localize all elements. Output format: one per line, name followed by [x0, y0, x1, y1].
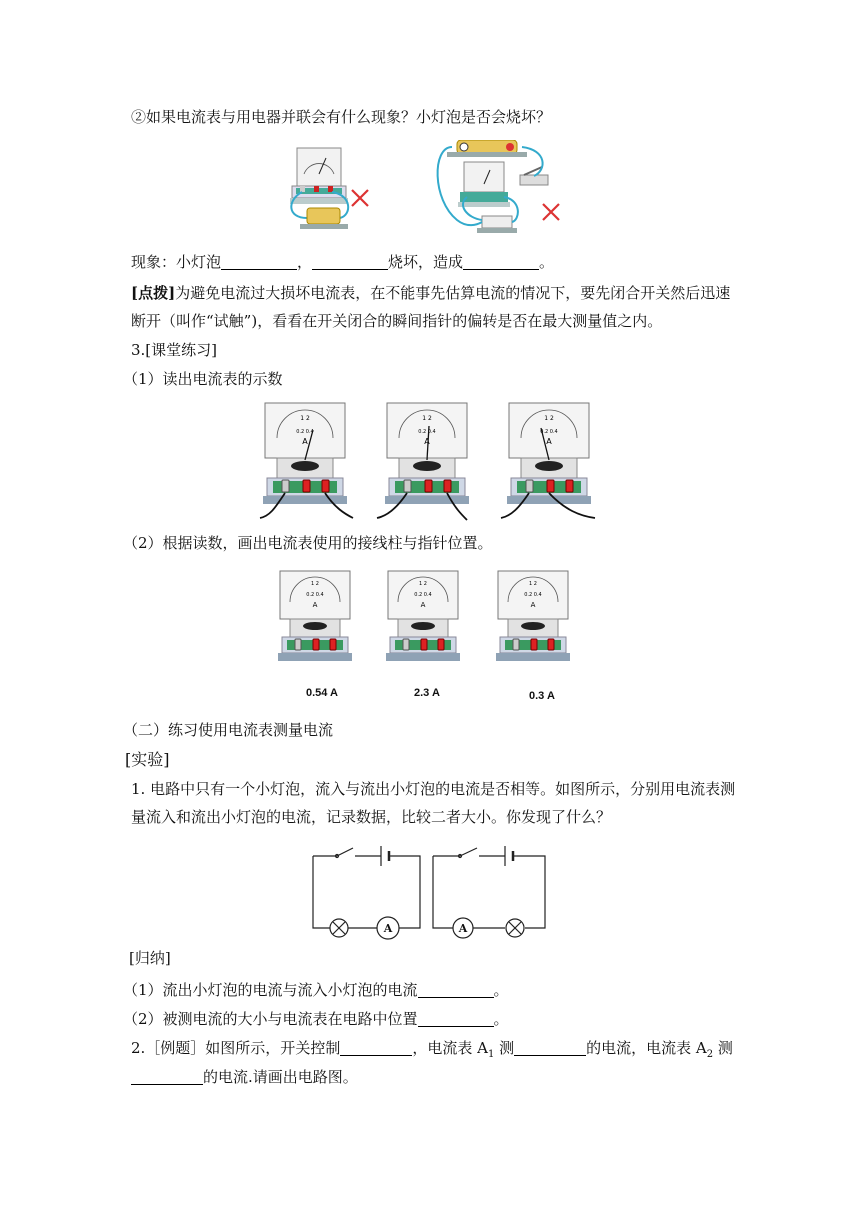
- lamp-icon: [330, 919, 348, 937]
- ammeter-row-read: [255, 398, 610, 523]
- phenomenon-line: 现象：小灯泡 ， 烧坏，造成 。: [131, 253, 555, 271]
- section-2-title: （二）练习使用电流表测量电流: [123, 721, 334, 739]
- ammeter-setup-right: [438, 140, 548, 233]
- summary-title: [归纳]: [129, 949, 171, 967]
- question-2: ②如果电流表与用电器并联会有什么现象？小灯泡是否会烧坏？: [131, 108, 552, 126]
- lamp-icon: [506, 919, 524, 937]
- answer-blank[interactable]: [340, 1040, 412, 1056]
- tip-tag: [点拨]: [131, 284, 176, 302]
- cross-mark-icon: [543, 204, 559, 220]
- ammeter-1: [260, 403, 353, 518]
- practice-1: （1）读出电流表的示数: [123, 370, 283, 388]
- ammeter-row-draw: [270, 566, 590, 678]
- tip-line-2: 断开（叫作“试触”)，看看在开关闭合的瞬间指针的偏转是否在最大测量值之内。: [131, 312, 663, 330]
- practice-title: 3.[课堂练习]: [131, 341, 218, 359]
- summary-1: （1）流出小灯泡的电流与流入小灯泡的电流 。: [123, 981, 509, 999]
- answer-blank[interactable]: [418, 1011, 494, 1027]
- parallel-connection-figures: [282, 140, 572, 240]
- circuit-left: [313, 846, 420, 939]
- experiment-1-line-2: 量流入和流出小灯泡的电流，记录数据，比较二者大小。你发现了什么？: [131, 808, 612, 826]
- blank-ammeter-3: [496, 571, 570, 661]
- answer-blank[interactable]: [221, 254, 297, 270]
- experiment-title: [实验]: [125, 750, 170, 769]
- answer-blank[interactable]: [514, 1040, 586, 1056]
- blank-ammeter-1: [278, 571, 352, 661]
- tip-line-1: [点拨]为避免电流过大损坏电流表，在不能事先估算电流的情况下，要先闭合开关然后迅速: [131, 284, 731, 302]
- reading-label-3: 0.3 A: [529, 690, 555, 702]
- answer-blank[interactable]: [418, 982, 494, 998]
- reading-label-1: 0.54 A: [306, 687, 339, 699]
- cross-mark-icon: [352, 190, 368, 206]
- ammeter-letter: A: [383, 922, 393, 935]
- example-line-2: 的电流.请画出电路图。: [131, 1067, 358, 1087]
- reading-label-2: 2.3 A: [414, 687, 440, 699]
- answer-blank[interactable]: [463, 254, 539, 270]
- example-line-1: 2.［例题］如图所示，开关控制 ，电流表 $A_1$ 测 的电流，电流表 $A_2$ 测: [131, 1039, 733, 1060]
- practice-2: （2）根据读数，画出电流表使用的接线柱与指针位置。: [123, 534, 493, 552]
- answer-blank[interactable]: [312, 254, 388, 270]
- experiment-1-line-1: 1. 电路中只有一个小灯泡，流入与流出小灯泡的电流是否相等。如图所示，分别用电流表测: [131, 780, 736, 798]
- ammeter-setup-left: [290, 148, 348, 229]
- summary-2: （2）被测电流的大小与电流表在电路中位置 。: [123, 1010, 509, 1028]
- blank-ammeter-2: [386, 571, 460, 661]
- ammeter-3: [501, 403, 595, 518]
- ammeter-letter: A: [458, 922, 468, 935]
- circuit-right: [433, 846, 545, 938]
- ammeter-2: [377, 403, 469, 520]
- circuit-diagrams: [305, 838, 555, 942]
- answer-blank[interactable]: [131, 1069, 203, 1085]
